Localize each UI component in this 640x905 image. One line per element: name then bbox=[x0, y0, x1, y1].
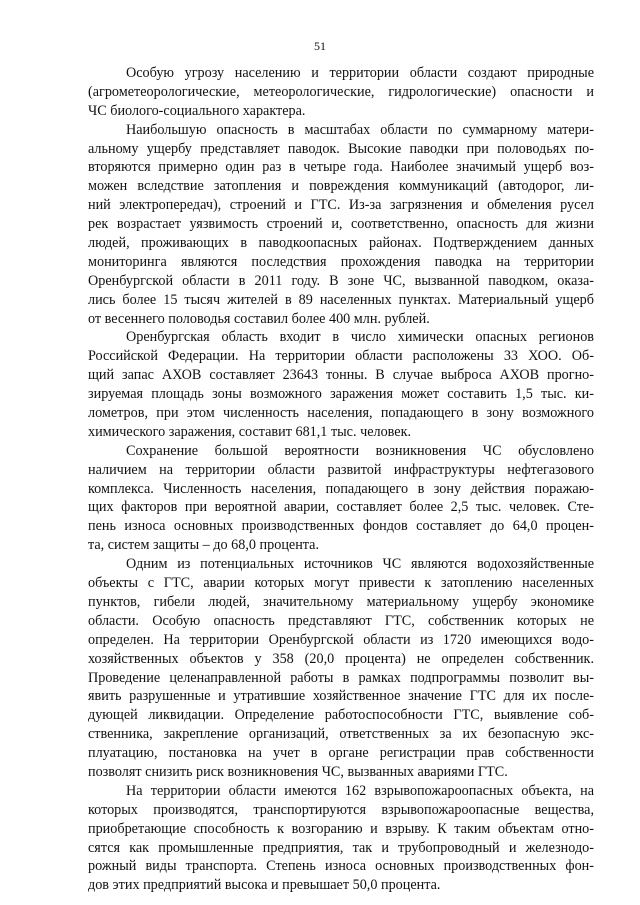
paragraph-line: Оренбургской области в 2011 году. В зоне ЧС, вызванной паводком, оказа- bbox=[88, 272, 594, 289]
paragraph-line: рек возрастает уязвимость строений и, соответственно, опасность для жизни bbox=[88, 216, 594, 233]
paragraph-line: дов этих предприятий высока и превышает 50,0 процента. bbox=[88, 877, 441, 894]
paragraph-line: щий запас АХОВ составляет 23643 тонны. В случае выброса АХОВ прогно- bbox=[88, 367, 594, 384]
paragraph-line: альному ущербу представляет паводок. Высокие паводки при половодьях по- bbox=[88, 140, 594, 157]
paragraph-line: можен вследствие затопления и повреждения коммуникаций (автодорог, ли- bbox=[88, 178, 594, 195]
paragraph-line: которых производятся, транспортируются взрывопожароопасные вещества, bbox=[88, 801, 594, 818]
paragraph-line: дующей ликвидации. Определение работоспособности ГТС, выявление соб- bbox=[88, 707, 594, 724]
paragraph-line: лометров, при этом численность населения, попадающего в зону возможного bbox=[88, 405, 594, 422]
paragraph-line: химического заражения, составит 681,1 тыс. человек. bbox=[88, 423, 412, 440]
paragraph-line: комплекса. Численность населения, попадающего в зону действия поражаю- bbox=[88, 480, 594, 497]
paragraph-line: мониторинга являются последствия прохождения паводка на территории bbox=[88, 253, 594, 270]
paragraph-line: от весеннего половодья составил более 400 млн. рублей. bbox=[88, 310, 430, 327]
paragraph-line: Особую угрозу населению и территории области создают природные bbox=[126, 65, 594, 81]
paragraph-line: Наибольшую опасность в масштабах области по суммарному матери- bbox=[126, 121, 594, 138]
paragraph-line: рожный виды транспорта. Степень износа основных производственных фон- bbox=[88, 858, 594, 875]
paragraph-line: объекты с ГТС, аварии которых могут привести к затоплению населенных bbox=[88, 575, 594, 592]
paragraph-line: вторяются примерно один раз в четыре года. Наиболее значимый ущерб воз- bbox=[88, 159, 594, 176]
paragraph-line: та, систем защиты – до 68,0 процента. bbox=[88, 537, 320, 554]
document-body bbox=[88, 64, 594, 895]
paragraph bbox=[88, 442, 594, 555]
paragraph-line: На территории области имеются 162 взрывопожароопасных объекта, на bbox=[126, 782, 594, 799]
paragraph-line: приобретающие способность к возгоранию и взрыву. К таким объектам отно- bbox=[88, 820, 594, 837]
paragraph-line: Оренбургская область входит в число химически опасных регионов bbox=[126, 329, 594, 346]
page-number: 51 bbox=[314, 39, 326, 53]
paragraph-line: сятся как промышленные предприятия, так и трубопроводный и железнодо- bbox=[88, 839, 594, 856]
paragraph-line: пень износа основных производственных фондов составляет до 64,0 процен- bbox=[88, 518, 594, 535]
paragraph-line: ЧС биолого-социального характера. bbox=[88, 102, 306, 119]
paragraph-line: людей, проживающих в паводкоопасных районах. Подтверждением данных bbox=[88, 235, 594, 252]
paragraph-line: Российской Федерации. На территории области расположены 33 ХОО. Об- bbox=[88, 348, 594, 365]
paragraph bbox=[88, 555, 594, 782]
paragraph bbox=[88, 64, 594, 121]
paragraph-line: Сохранение большой вероятности возникновения ЧС обусловлено bbox=[126, 442, 594, 459]
paragraph-line: явить разрушенные и утратившие хозяйственное значение ГТС для их после- bbox=[88, 688, 594, 705]
paragraph bbox=[88, 328, 594, 441]
paragraph-line: лись более 15 тысяч жителей в 89 населенных пунктах. Материальный ущерб bbox=[88, 291, 594, 308]
paragraph-line: хозяйственных объектов у 358 (20,0 процента) не определен собственник. bbox=[88, 650, 594, 667]
paragraph-line: определен. На территории Оренбургской области из 1720 имеющихся водо- bbox=[88, 631, 594, 648]
paragraph-line: ний электропередач), строений и ГТС. Из-за загрязнения и обмеления русел bbox=[88, 197, 594, 214]
paragraph bbox=[88, 121, 594, 329]
paragraph-line: зируемая площадь зоны возможного заражения может составить 1,5 тыс. ки- bbox=[88, 386, 594, 403]
paragraph bbox=[88, 782, 594, 895]
paragraph-line: Одним из потенциальных источников ЧС являются водохозяйственные bbox=[126, 556, 594, 573]
paragraph-line: Проведение целенаправленной работы в рамках подпрограммы позволит вы- bbox=[88, 669, 594, 686]
paragraph-line: пунктов, гибели людей, значительному материальному ущербу экономике bbox=[88, 593, 594, 610]
paragraph-line: плуатацию, постановка на учет в органе регистрации прав собственности bbox=[88, 745, 594, 762]
paragraph-line: позволят снизить риск возникновения ЧС, вызванных авариями ГТС. bbox=[88, 763, 508, 780]
paragraph-line: области. Особую опасность представляют ГТС, собственник которых не bbox=[88, 612, 594, 629]
paragraph-line: ственника, закрепление организаций, ответственных за их безопасную экс- bbox=[88, 726, 594, 743]
paragraph-line: щих факторов при вероятной аварии, составляет более 2,5 тыс. человек. Сте- bbox=[88, 499, 594, 516]
paragraph-line: наличием на территории области развитой инфраструктуры нефтегазового bbox=[88, 461, 594, 478]
paragraph-line: (агрометеорологические, метеорологические, гидрологические) опасности и bbox=[88, 83, 594, 100]
